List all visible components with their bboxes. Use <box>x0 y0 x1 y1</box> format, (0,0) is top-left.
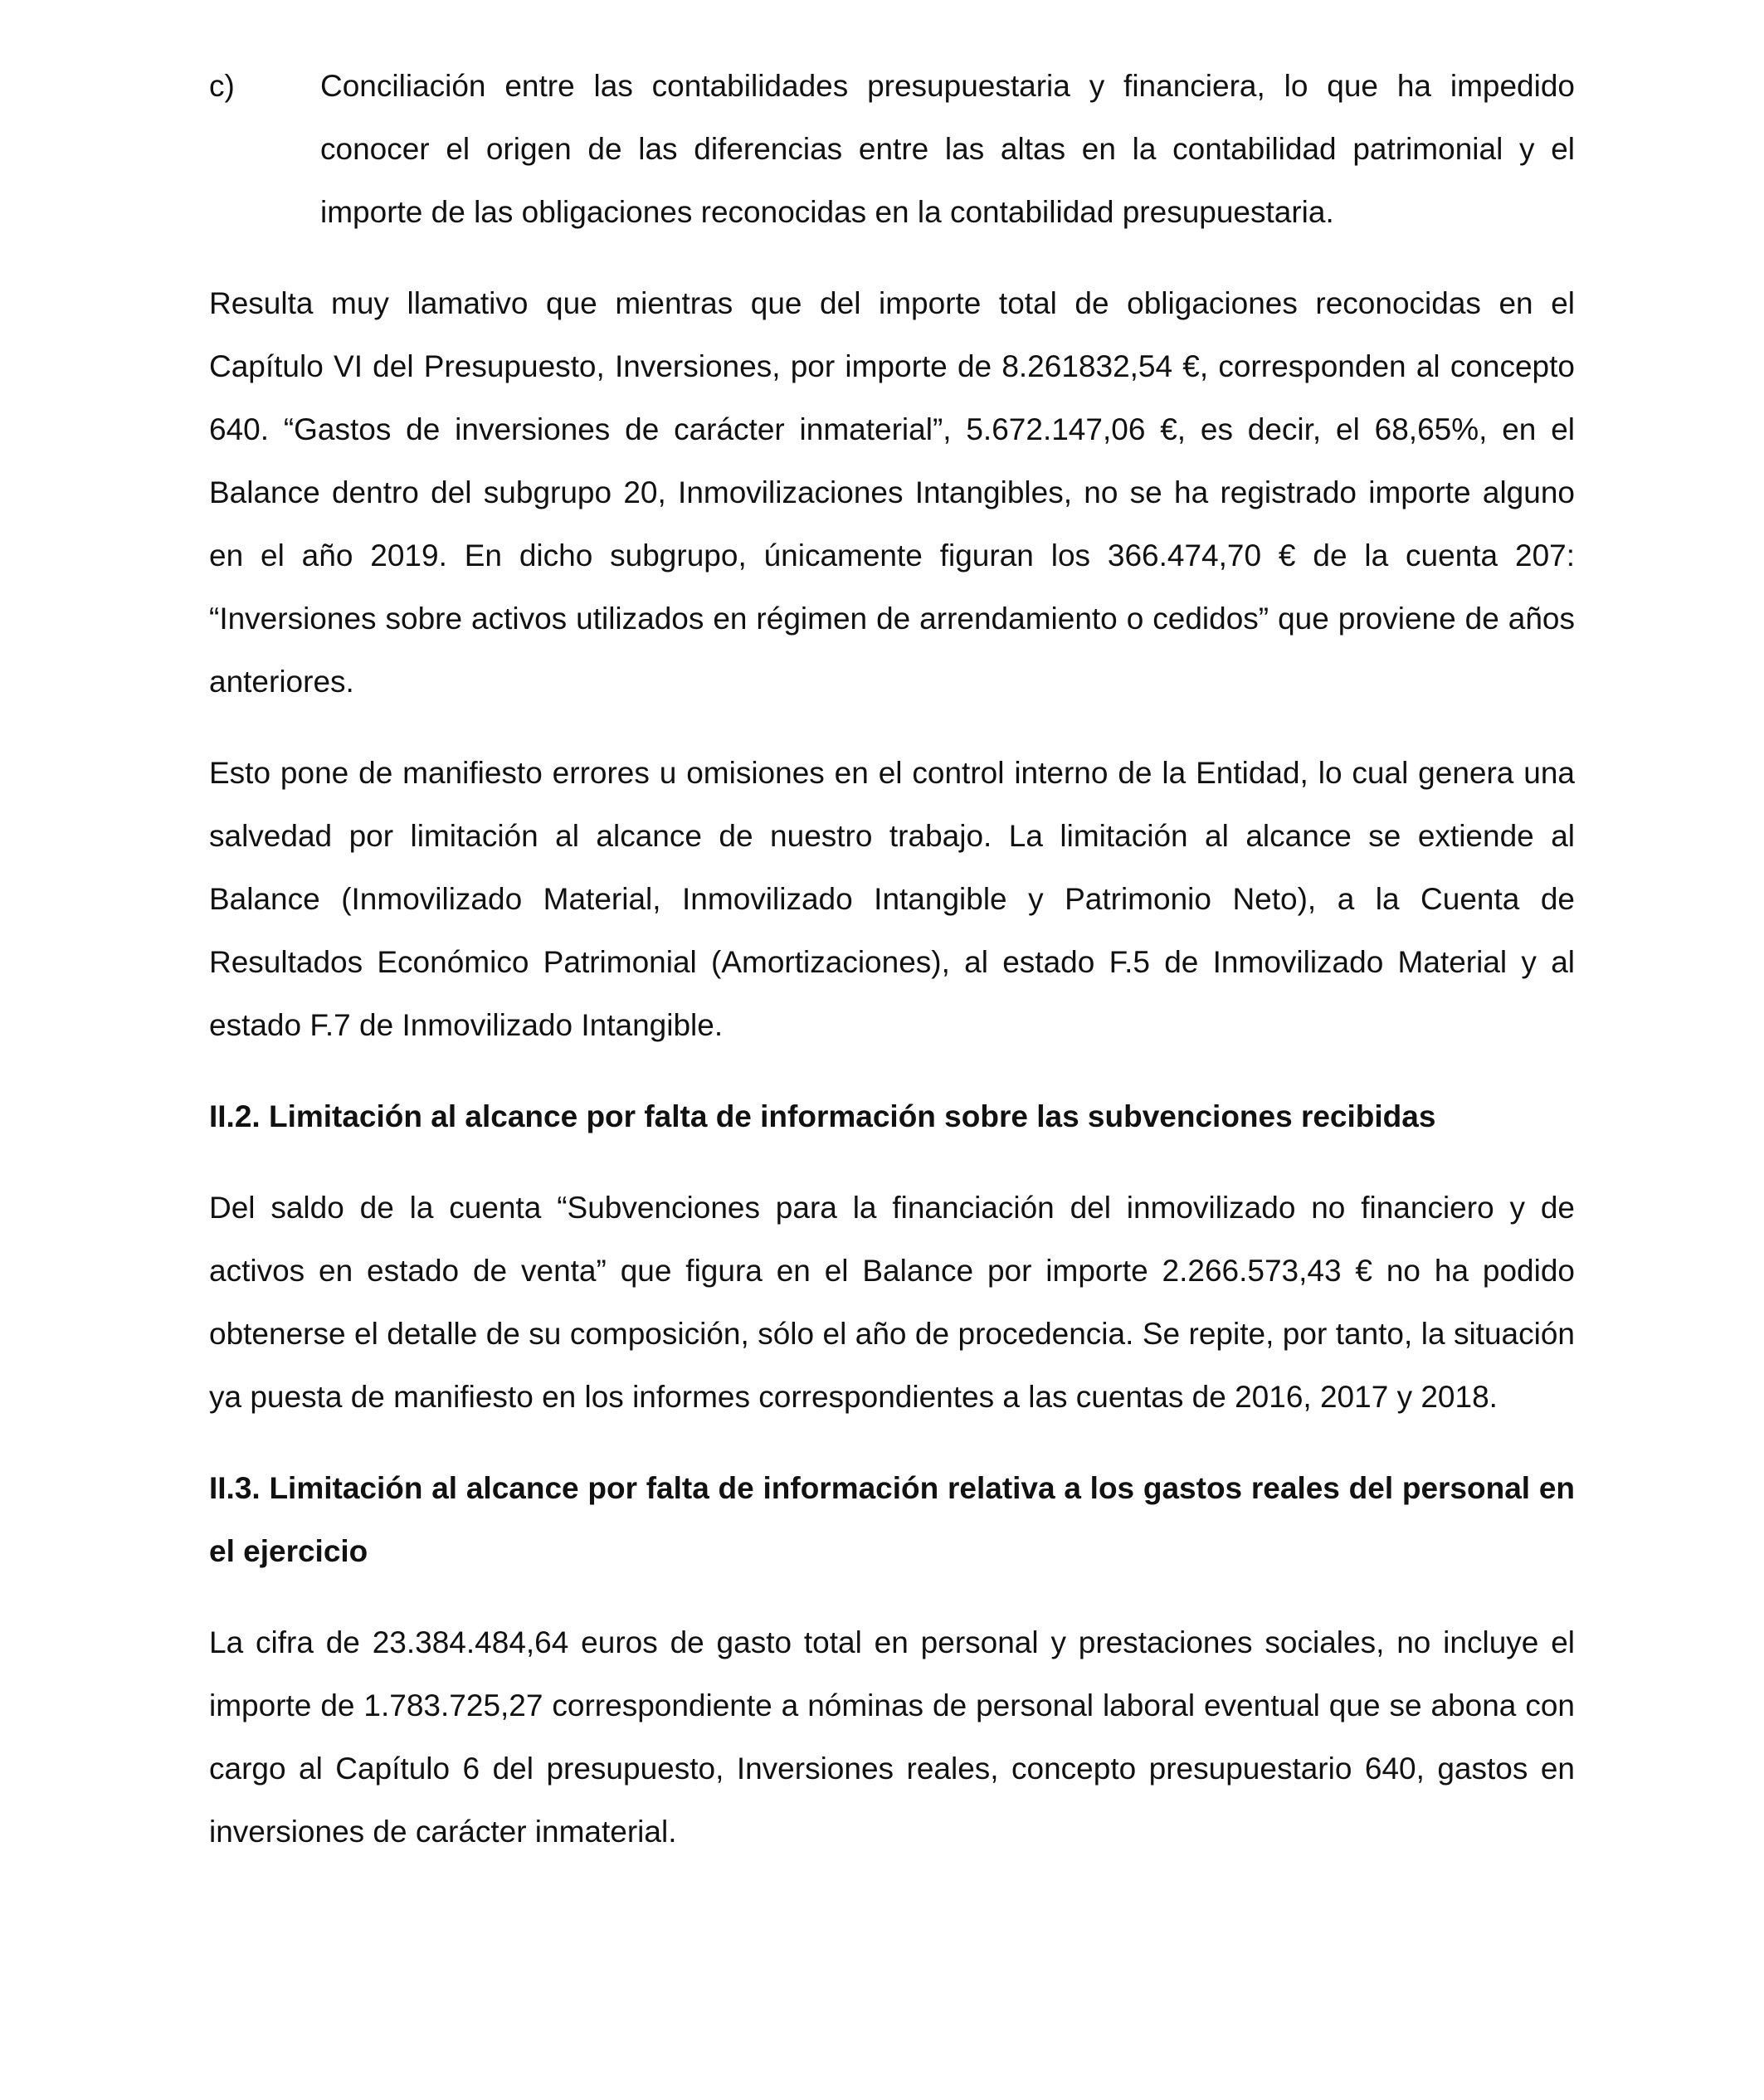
section-heading-gastos-personal: II.3. Limitación al alcance por falta de información relativa a los gastos reales del personal en el ejercicio <box>209 1471 1575 1568</box>
paragraph-gastos-personal: La cifra de 23.384.484,64 euros de gasto total en personal y prestaciones sociales, no incluye el importe de 1.783.725,27 correspondiente a nóminas de personal laboral eventual que se abona con cargo al Capítulo 6 del presupuesto, Inversiones reales, concepto presupuestario 640, gastos en inversiones de carácter inmaterial. <box>209 1625 1575 1849</box>
list-marker: c) <box>209 69 235 103</box>
list-item-text: Conciliación entre las contabilidades presupuestaria y financiera, lo que ha impedido conocer el origen de las diferencias entre las altas en la contabilidad patrimonial y el importe de las obligaciones reconocidas en la contabilidad presupuestaria. <box>320 69 1575 229</box>
section-heading-subvenciones: II.2. Limitación al alcance por falta de información sobre las subvenciones recibidas <box>209 1099 1436 1133</box>
list-item-c <box>209 55 1575 244</box>
paragraph-inversiones: Resulta muy llamativo que mientras que del importe total de obligaciones reconocidas en el Capítulo VI del Presupuesto, Inversiones, por importe de 8.261832,54 €, corresponden al concepto 640. “Gastos de inversiones de carácter inmaterial”, 5.672.147,06 €, es decir, el 68,65%, en el Balance dentro del subgrupo 20, Inmovilizaciones Intangibles, no se ha registrado importe alguno en el año 2019. En dicho subgrupo, únicamente figuran los 366.474,70 € de la cuenta 207: “Inversiones sobre activos utilizados en régimen de arrendamiento o cedidos” que proviene de años anteriores. <box>209 286 1575 699</box>
paragraph-subvenciones: Del saldo de la cuenta “Subvenciones para la financiación del inmovilizado no financiero y de activos en estado de venta” que figura en el Balance por importe 2.266.573,43 € no ha podido obtenerse el detalle de su composición, sólo el año de procedencia. Se repite, por tanto, la situación ya puesta de manifiesto en los informes correspondientes a las cuentas de 2016, 2017 y 2018. <box>209 1191 1575 1414</box>
document-page <box>209 55 1575 1892</box>
paragraph-control-interno: Esto pone de manifiesto errores u omisiones en el control interno de la Entidad, lo cual genera una salvedad por limitación al alcance de nuestro trabajo. La limitación al alcance se extiende al Balance (Inmovilizado Material, Inmovilizado Intangible y Patrimonio Neto), a la Cuenta de Resultados Económico Patrimonial (Amortizaciones), al estado F.5 de Inmovilizado Material y al estado F.7 de Inmovilizado Intangible. <box>209 756 1575 1042</box>
